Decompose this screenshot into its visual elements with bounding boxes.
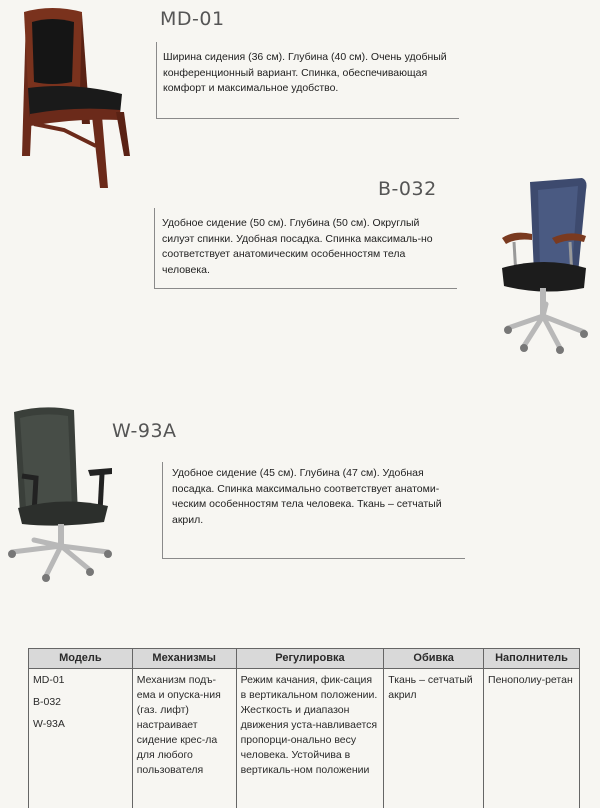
table-header-row xyxy=(29,649,580,669)
model-title-md01: MD-01 xyxy=(160,8,225,30)
model-title-b032: B-032 xyxy=(378,178,437,200)
cell-upholstery: Ткань – сетчатый акрил xyxy=(384,669,484,808)
mesh-office-chair-icon xyxy=(4,404,124,584)
description-w93a: Удобное сидение (45 см). Глубина (47 см). Удобная посадка. Спинка максимально соответствует анатоми-ческим особенностям тела человека. Ткань – сетчатый акрил. xyxy=(172,466,460,528)
cell-adjustment: Режим качания, фик-сация в вертикальном положении. Жесткость и диапазон движения уста-навливается пропорци-онально весу человека. Устойчива в вертикаль-ном положении xyxy=(236,669,384,808)
cell-model-b032: B-032 xyxy=(33,695,128,710)
cell-model-w93a: W-93A xyxy=(33,717,128,732)
description-b032: Удобное сидение (50 см). Глубина (50 см). Округлый силуэт спинки. Удобная посадка. Спинка максималь-но соответствует анатомическим особенностям тела человека. xyxy=(162,216,447,278)
header-filling: Наполнитель xyxy=(484,649,580,669)
header-model: Модель xyxy=(29,649,133,669)
header-adjustment: Регулировка xyxy=(236,649,384,669)
table-row xyxy=(29,669,580,808)
cell-mechanisms: Механизм подъ-ема и опуска-ния (газ. лифт) настраивает сидение крес-ла для любого пользователя xyxy=(132,669,236,808)
wooden-chair-icon xyxy=(4,6,134,192)
cell-models xyxy=(29,669,133,808)
header-mechanisms: Механизмы xyxy=(132,649,236,669)
cell-filling: Пенополиу-ретан xyxy=(484,669,580,808)
header-upholstery: Обивка xyxy=(384,649,484,669)
cell-model-md01: MD-01 xyxy=(33,673,128,688)
description-md01: Ширина сидения (36 см). Глубина (40 см). Очень удобный конференционный вариант. Спинка, обеспечивающая комфорт и максимальное удобство. xyxy=(163,50,453,97)
blue-office-chair-icon xyxy=(494,176,594,356)
model-title-w93a: W-93A xyxy=(112,420,177,442)
specifications-table xyxy=(28,648,580,808)
